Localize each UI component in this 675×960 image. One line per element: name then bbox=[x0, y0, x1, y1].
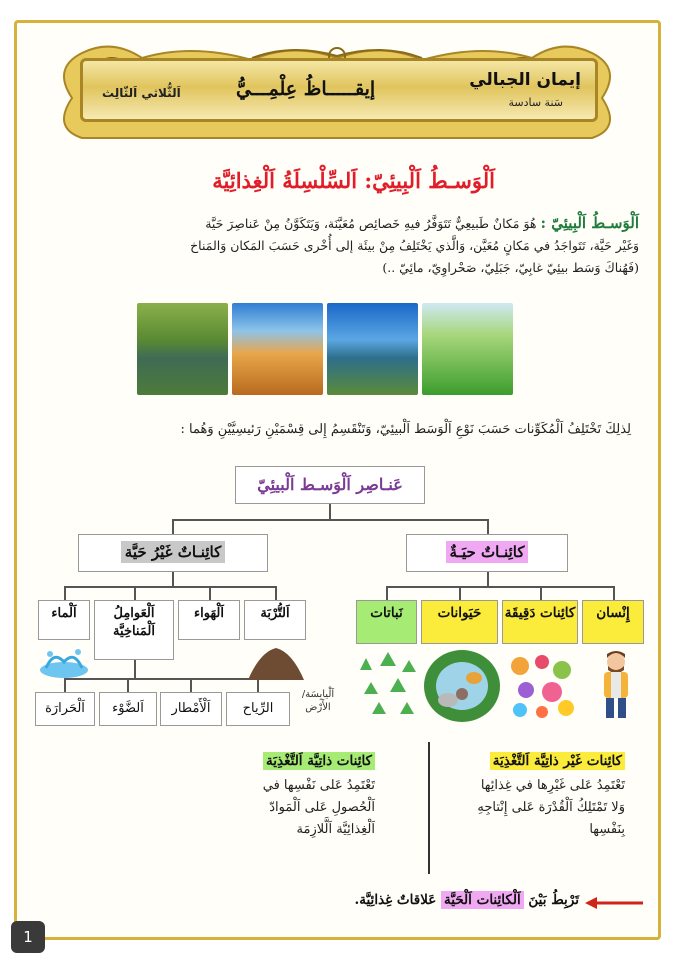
page-number-badge[interactable]: 1 bbox=[11, 921, 45, 953]
living-node bbox=[406, 534, 568, 572]
definition-line-3: (فَهُناكَ وَسَط بيئِيّ غابِيّ، جَبَلِيّ، صَحْراوِيّ، مائِيّ ..) bbox=[382, 260, 639, 275]
pond-photo bbox=[137, 303, 228, 395]
connector bbox=[64, 586, 275, 588]
root-node: عَنـاصِر اَلْوَسـط اَلْبيئِيّ bbox=[235, 466, 425, 504]
conclusion-prefix: تَرْبِطُ بَيْنَ bbox=[528, 892, 579, 908]
page-title: اَلْوَسـطُ اَلْبِيئِيّ: اَلسِّلْسِلَةُ اَلْغِذائِيَّة bbox=[212, 168, 495, 193]
connector bbox=[329, 504, 331, 520]
connector bbox=[487, 519, 489, 534]
seashore-photo bbox=[327, 303, 418, 395]
soil-illustration bbox=[246, 642, 306, 682]
trimester-label: اَلثُّلاثي اَلثّالِث bbox=[102, 86, 181, 100]
plants-node: نَباتات bbox=[356, 600, 417, 644]
definition-line-2: وَغَيْر حَيَّة، تَتَواجَدُ في مَكانٍ مُعَيَّن، وَالَّذي يَخْتَلِفُ مِنْ بيئَة إلى أُخْرى حَسَبَ المَكان وَالمَناخ bbox=[190, 238, 639, 253]
section-divider bbox=[428, 742, 430, 874]
light-node: اَلضَّوْء bbox=[99, 692, 157, 726]
autotroph-line-3: اَلْغِذائِيَّة اَلَّلازِمَة bbox=[296, 822, 375, 837]
animals-illustration bbox=[422, 648, 502, 724]
rain-node: اَلْأَمْطار bbox=[160, 692, 222, 726]
intro-paragraph: لِذلِكَ تَخْتَلِفُ اَلْمُكَوِّنات حَسَبَ نَوْعِ اَلْوَسَط اَلْبيئِيّ، وَتَنْقَسِمُ إِلى قِسْمَيْنِ رَئيسِيَّيْنِ وَهُما : bbox=[180, 422, 631, 437]
grade-label: سَنة سادسة bbox=[508, 96, 563, 109]
soil-node: اَلتُّرْبَة bbox=[244, 600, 306, 640]
microorganisms-illustration bbox=[506, 652, 578, 720]
heterotroph-line-2: وَلا تَمْتَلِكُ اَلْقُدْرَة عَلى إِنْتاجِهِ bbox=[477, 800, 625, 815]
connector bbox=[613, 586, 615, 600]
conclusion-highlight: اَلْكائِنات اَلْحَيَّة bbox=[441, 891, 524, 909]
connector bbox=[64, 586, 66, 600]
connector bbox=[540, 586, 542, 600]
definition-term: اَلْوَسـطُ اَلْبِيئِيّ : bbox=[540, 214, 639, 232]
definition-paragraph bbox=[31, 212, 639, 279]
connector bbox=[172, 519, 488, 521]
arrow-left-icon bbox=[585, 897, 645, 909]
water-splash-illustration bbox=[36, 646, 92, 680]
connector bbox=[190, 678, 192, 692]
connector bbox=[172, 519, 174, 534]
connector bbox=[209, 586, 211, 600]
living-label: كائِنـاتٌ حيَـةٌ bbox=[446, 541, 529, 563]
heat-node: اَلْحَرارَة bbox=[35, 692, 95, 726]
autotroph-line-1: تَعْتَمِدُ عَلى نَفْسِها في bbox=[262, 778, 375, 793]
lesson-title: إيقـــــاظُ عِلْمِـــيُّ bbox=[236, 78, 376, 100]
photo-strip bbox=[137, 303, 513, 395]
climate-factors-node: اَلْعَوامِلُ اَلْمَناخِيَّة bbox=[94, 600, 174, 660]
connector bbox=[134, 660, 136, 678]
autotroph-line-2: اَلْحُصولِ عَلى اَلْمَوادّ bbox=[269, 800, 375, 815]
connector bbox=[64, 678, 258, 680]
air-node: اَلْهَواء bbox=[178, 600, 240, 640]
heterotroph-section bbox=[415, 750, 625, 841]
plants-illustration bbox=[350, 650, 422, 718]
connector bbox=[386, 586, 388, 600]
connector bbox=[134, 586, 136, 600]
heterotroph-line-1: تَعْتَمِدُ عَلى غَيْرِها في غِذائِها bbox=[480, 778, 625, 793]
connector bbox=[127, 678, 129, 692]
nonliving-node bbox=[78, 534, 268, 572]
human-illustration bbox=[594, 648, 638, 720]
connector bbox=[172, 572, 174, 586]
animals-node: حَيَوانات bbox=[421, 600, 498, 644]
conclusion-sentence bbox=[355, 892, 579, 908]
connector bbox=[487, 572, 489, 586]
conclusion-suffix: عَلاقاتٌ غِذائِيَّة. bbox=[354, 892, 437, 908]
autotroph-section bbox=[195, 750, 375, 841]
connector bbox=[275, 586, 277, 600]
heterotroph-title: كائِنات غَيْر ذاتِيَّة اَلتَّغْذِيَة bbox=[490, 752, 625, 770]
wind-node: الرِّياح bbox=[226, 692, 290, 726]
microorganisms-node: كائِنات دَقِيقَة bbox=[502, 600, 578, 644]
heterotroph-line-3: بِنَفْسِها bbox=[589, 822, 625, 837]
connector bbox=[386, 586, 614, 588]
autotroph-title: كائِنات ذاتِيَّة اَلتَّغْذِيَة bbox=[263, 752, 375, 770]
connector bbox=[64, 678, 66, 692]
desert-photo bbox=[232, 303, 323, 395]
definition-line-1: هُوَ مَكانٌ طَبيعِيٌّ تَتَوَفَّرُ فيهِ خَصائِص مُعَيَّنَة، وَيَتَكَوَّنُ مِنْ عَناصِرَ حَيَّة bbox=[205, 216, 537, 231]
nonliving-label: كائِنـاتٌ غَيْرُ حَيَّة bbox=[121, 541, 225, 563]
grassland-photo bbox=[422, 303, 513, 395]
connector bbox=[459, 586, 461, 600]
author-name: إيمان الجبالي bbox=[469, 70, 581, 90]
soil-caption: اَلْيابِسَة/ الأَرْض bbox=[301, 689, 335, 713]
human-node: إِنْسان bbox=[582, 600, 644, 644]
water-node: اَلْماء bbox=[38, 600, 90, 640]
